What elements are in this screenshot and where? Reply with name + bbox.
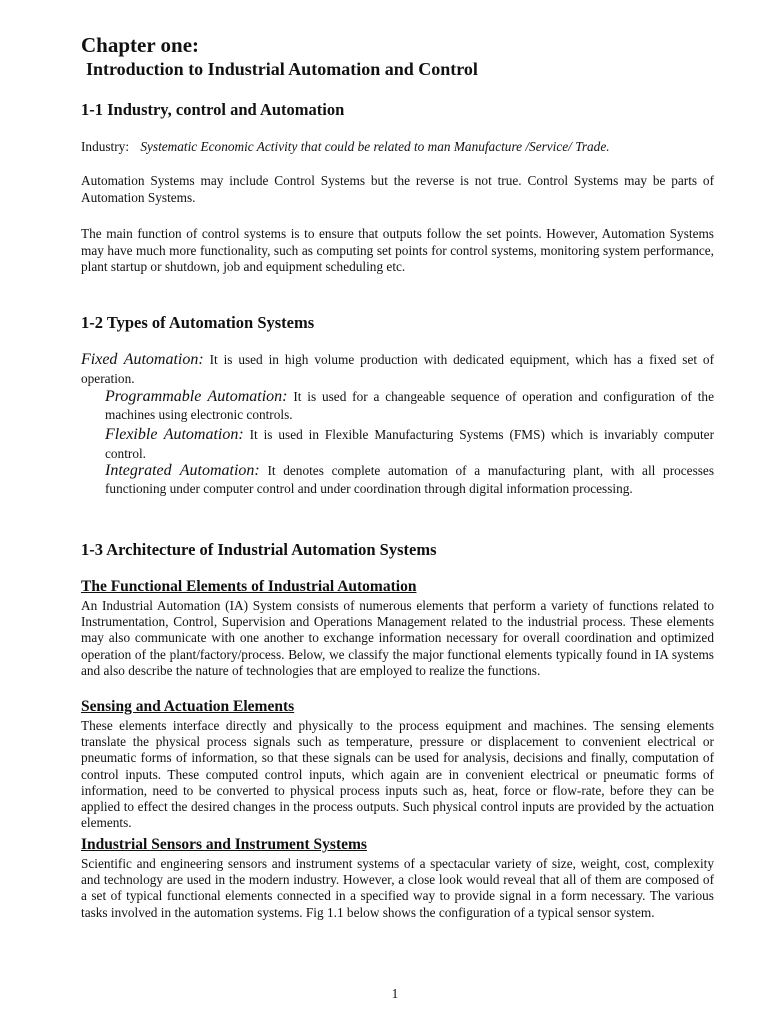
page-number: 1: [391, 986, 399, 1001]
paragraph-control-function: The main function of control systems is to ensure that outputs follow the set points. However, Automation Systems may have much more functionality, such as computing set points for control systems, monitoring system performance, plant startup or shutdown, job and equipment scheduling etc.: [81, 226, 714, 274]
integrated-automation-term: Integrated Automation:: [105, 462, 260, 479]
chapter-subtitle: Introduction to Industrial Automation and Control: [86, 59, 478, 79]
flexible-automation-term: Flexible Automation:: [105, 426, 244, 443]
programmable-automation: [105, 388, 714, 424]
industrial-sensors-heading: Industrial Sensors and Instrument Systems: [81, 836, 367, 853]
section-heading-1-1: 1-1 Industry, control and Automation: [81, 100, 345, 119]
flexible-automation-text: It is used in Flexible Manufacturing Systems (FMS) which is invariably computer control.: [105, 427, 715, 461]
functional-elements-heading: The Functional Elements of Industrial Automation: [81, 578, 417, 595]
integrated-automation-text: It denotes complete automation of a manufacturing plant, with all processes functioning under computer control and under coordination through digital information processing.: [105, 463, 714, 496]
fixed-automation-term: Fixed Automation:: [81, 351, 204, 368]
paragraph-automation-control: Automation Systems may include Control Systems but the reverse is not true. Control Systems may be parts of Automation Systems.: [81, 173, 714, 205]
industry-definition: [81, 139, 610, 155]
industry-label: Industry:: [81, 139, 130, 154]
section-heading-1-2: 1-2 Types of Automation Systems: [81, 313, 315, 332]
integrated-automation: [105, 462, 714, 498]
fixed-automation: [81, 350, 714, 388]
sensing-actuation-text: These elements interface directly and physically to the process equipment and machines. The sensing elements translate the physical process signals such as temperature, pressure or displacement to convenient electrical or pneumatic forms of information, so that these signals can be used for analysis, decisions and finally, computation of control inputs. These computed control inputs, which again are in convenient electrical or pneumatic forms of information, need to be converted to physical process inputs such as, heat, force or flow-rate, before they can be applied to effect the desired changes in the process outputs. Such physical control inputs are provided by the actuation elements.: [81, 718, 714, 831]
chapter-title: Chapter one:: [81, 33, 200, 57]
fixed-automation-text: It is used in high volume production with dedicated equipment, which has a fixed set of operation.: [81, 352, 715, 386]
functional-elements-text: An Industrial Automation (IA) System consists of numerous elements that perform a variety of functions related to Instrumentation, Control, Supervision and Operations Management related to the industrial process. These elements may also communicate with one another to exchange information necessary for overall coordination and optimized operation of the plant/factory/process. Below, we classify the major functional elements typically found in IA systems and also describe the nature of technologies that are employed to realize the functions.: [81, 598, 714, 678]
industrial-sensors-text: Scientific and engineering sensors and instrument systems of a spectacular variety of size, weight, cost, complexity and technology are used in the modern industry. However, a close look would reveal that all of them are composed of a set of typical functional elements connected in a specified way to provide signal in a form necessary. The various tasks involved in the automation systems. Fig 1.1 below shows the configuration of a typical sensor system.: [81, 856, 714, 920]
programmable-automation-text: It is used for a changeable sequence of operation and configuration of the machines using electronic controls.: [105, 389, 714, 422]
section-heading-1-3: 1-3 Architecture of Industrial Automation Systems: [81, 540, 437, 559]
programmable-automation-term: Programmable Automation:: [105, 388, 288, 405]
flexible-automation: [105, 425, 714, 463]
industry-def-text: Systematic Economic Activity that could be related to man Manufacture /Service/ Trade.: [140, 139, 610, 154]
sensing-actuation-heading: Sensing and Actuation Elements: [81, 698, 295, 715]
